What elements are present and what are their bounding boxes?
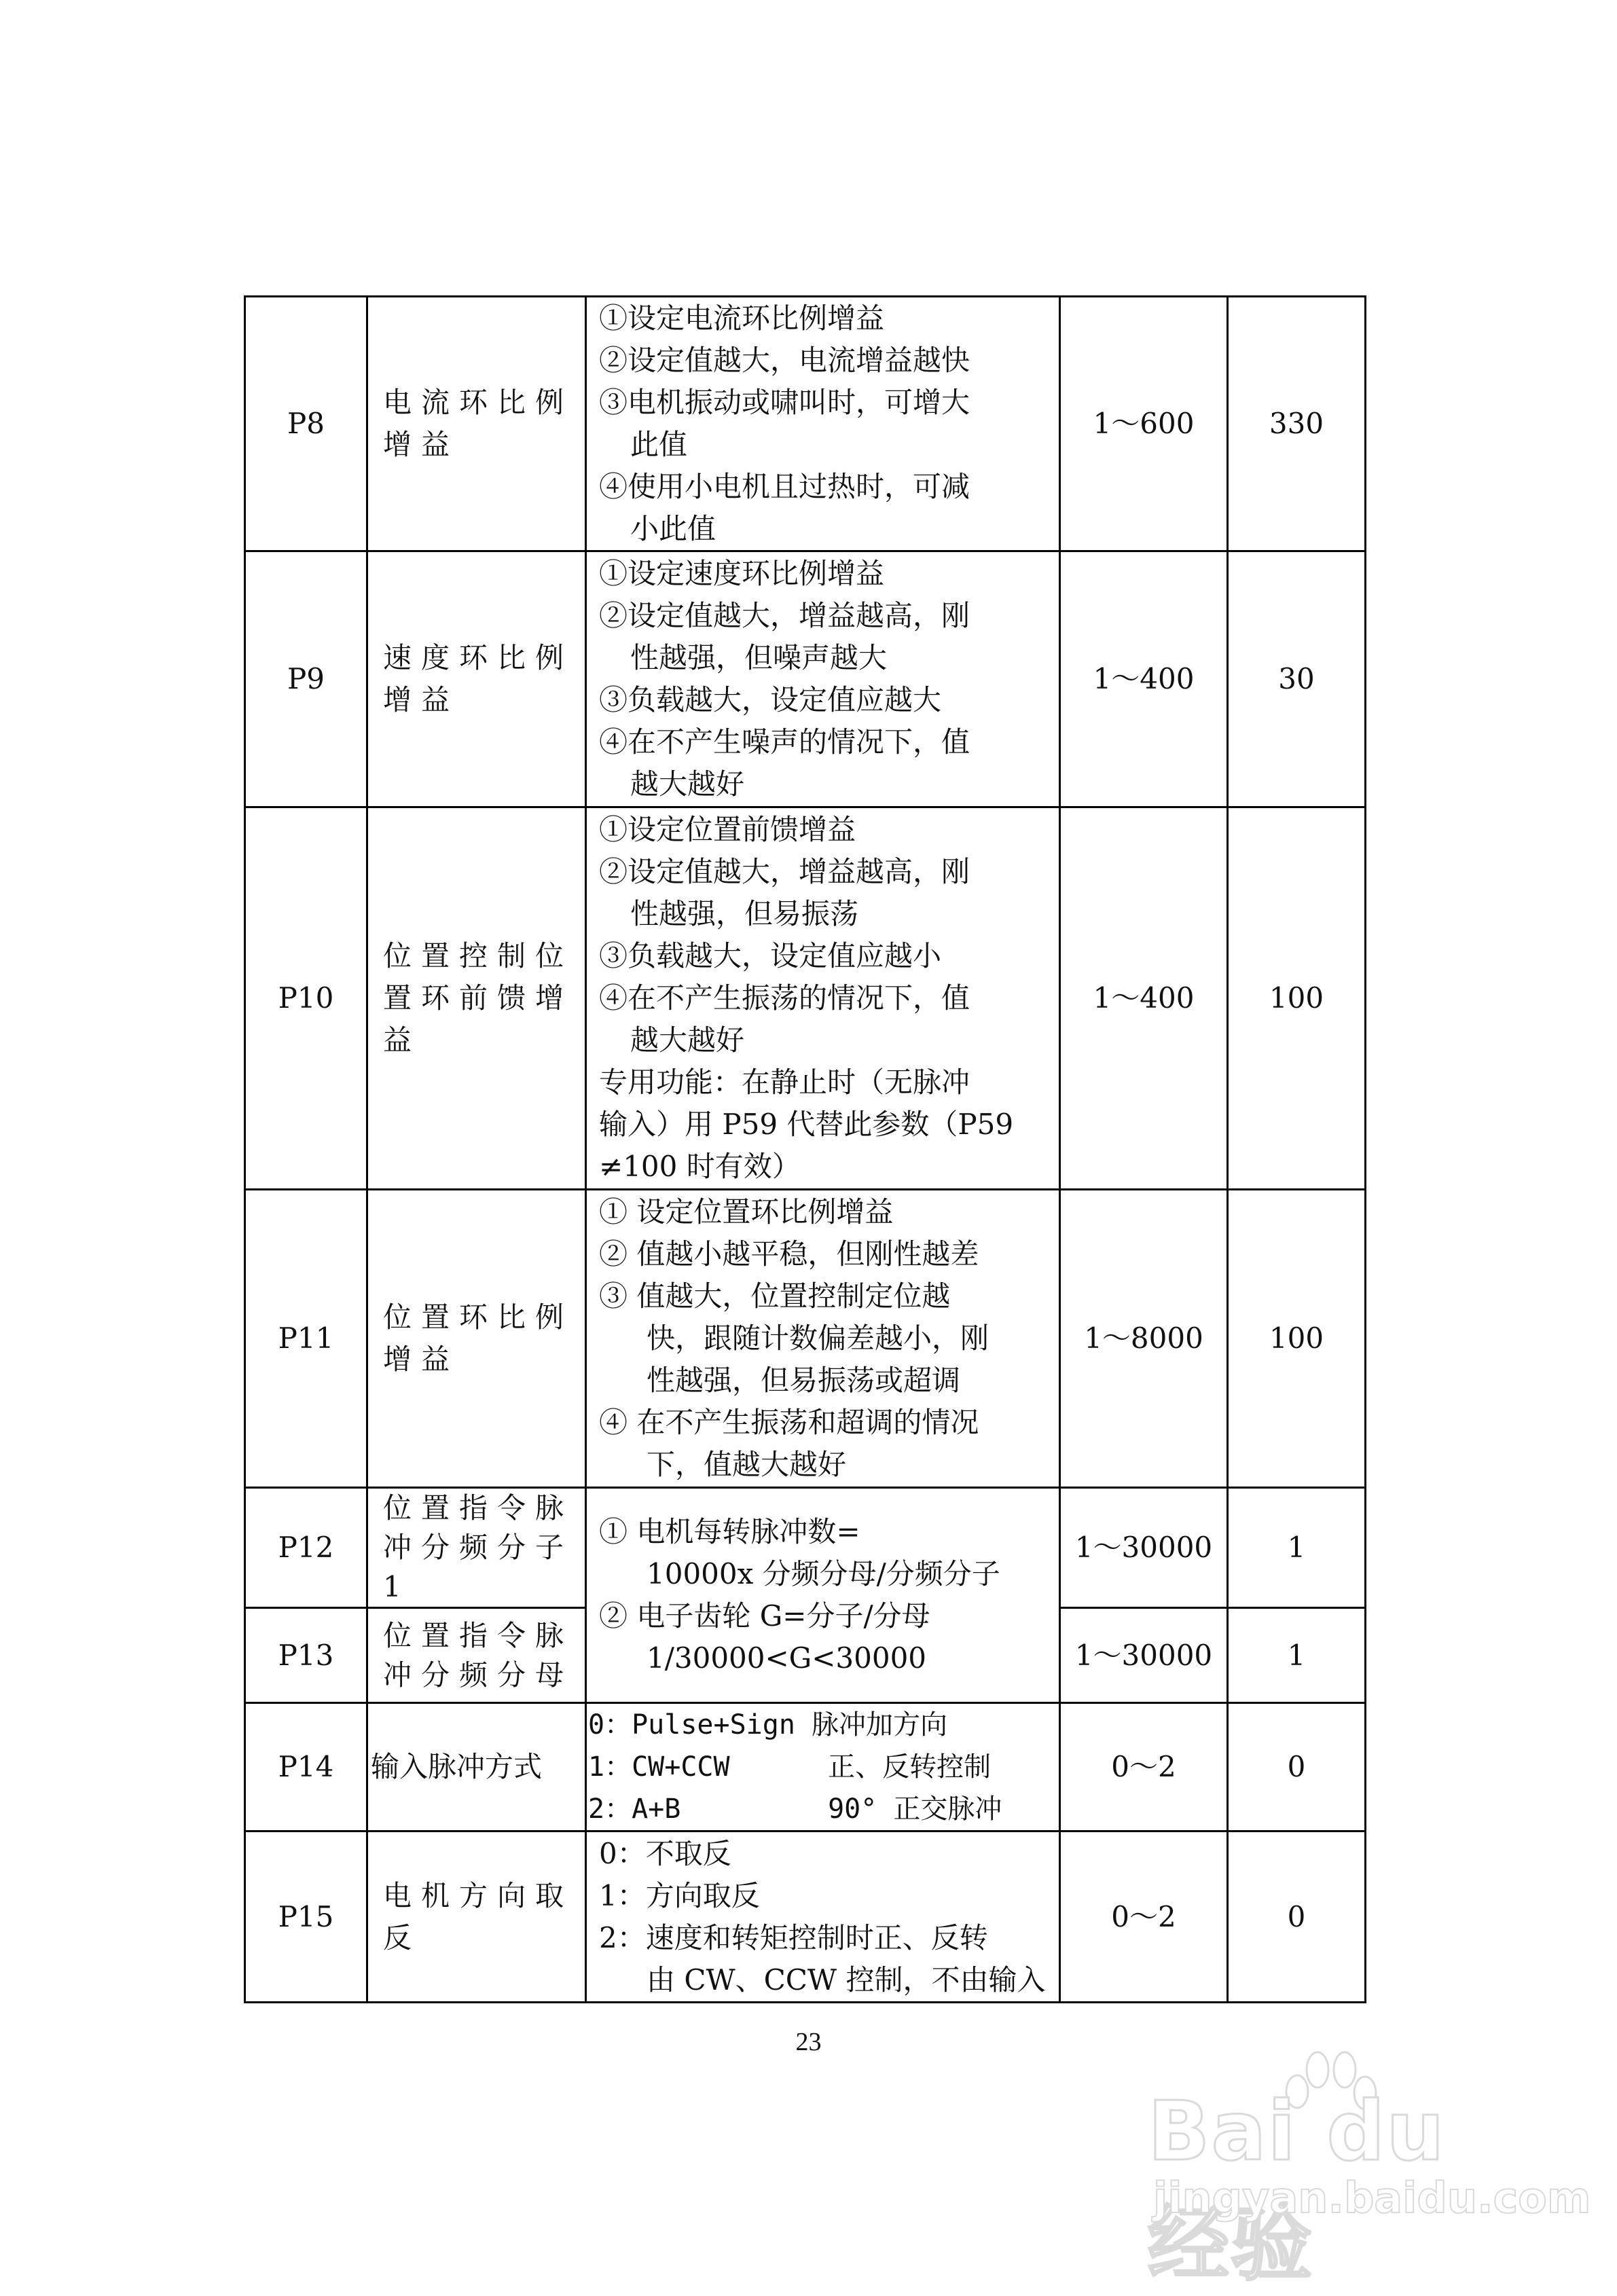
param-name: 位置控制位置环前馈增益 <box>367 807 586 1190</box>
desc-line: 由 CW、CCW 控制，不由输入 <box>647 1963 1046 1997</box>
desc-line: 性越强，但易振荡或超调 <box>647 1364 961 1397</box>
desc-line: 0：Pulse+Sign 脉冲加方向 <box>588 1709 947 1741</box>
param-range: 1～30000 <box>1060 1608 1228 1703</box>
param-range: 1～400 <box>1060 551 1228 807</box>
param-description <box>586 551 1060 807</box>
param-default: 1 <box>1228 1608 1366 1703</box>
desc-line: ① 电机每转脉冲数= <box>599 1515 860 1548</box>
table-row-p10 <box>245 807 1366 1190</box>
desc-line: ②设定值越大，增益越高，刚 <box>599 855 970 888</box>
desc-line: 越大越好 <box>630 1023 745 1057</box>
param-default: 0 <box>1228 1832 1366 2003</box>
desc-line: 1：方向取反 <box>599 1878 760 1912</box>
table-row-p8 <box>245 297 1366 551</box>
desc-line: ②设定值越大，电流增益越快 <box>599 344 970 377</box>
desc-line: ② 电子齿轮 G=分子/分母 <box>599 1599 930 1633</box>
table-row-p12 <box>245 1488 1366 1608</box>
param-id: P13 <box>245 1608 367 1703</box>
desc-line: ③负载越大，设定值应越小 <box>599 939 942 972</box>
param-default: 0 <box>1228 1703 1366 1832</box>
param-description <box>586 1703 1060 1832</box>
param-range: 1～400 <box>1060 807 1228 1190</box>
param-name: 电机方向取反 <box>367 1832 586 2003</box>
desc-line: 越大越好 <box>630 767 745 801</box>
desc-line: ④ 在不产生振荡和超调的情况 <box>599 1406 979 1439</box>
param-name: 电流环比例增益 <box>367 297 586 551</box>
desc-line: 0：不取反 <box>599 1836 731 1870</box>
param-description <box>586 1832 1060 2003</box>
param-name: 位置环比例增益 <box>367 1190 586 1488</box>
desc-line: ③负载越大，设定值应越大 <box>599 683 942 716</box>
desc-line: 小此值 <box>630 512 716 545</box>
param-id: P14 <box>245 1703 367 1832</box>
param-name: 位置指令脉冲分频分子 1 <box>367 1488 586 1608</box>
param-description-merged <box>586 1488 1060 1703</box>
param-id: P11 <box>245 1190 367 1488</box>
desc-line: ②设定值越大，增益越高，刚 <box>599 599 970 632</box>
desc-line: 2：A+B 90° 正交脉冲 <box>588 1793 1002 1825</box>
desc-line: ① 设定位置环比例增益 <box>599 1195 894 1228</box>
page-number: 23 <box>795 2028 822 2056</box>
param-id: P9 <box>245 551 367 807</box>
param-id: P10 <box>245 807 367 1190</box>
desc-line: 性越强，但易振荡 <box>630 897 859 930</box>
param-name: 速度环比例增益 <box>367 551 586 807</box>
desc-line: 性越强，但噪声越大 <box>630 641 888 674</box>
table-row-p15 <box>245 1832 1366 2003</box>
param-range: 1～30000 <box>1060 1488 1228 1608</box>
param-id: P15 <box>245 1832 367 2003</box>
table-row-p14 <box>245 1703 1366 1832</box>
param-default: 100 <box>1228 1190 1366 1488</box>
desc-line: 下，值越大越好 <box>647 1448 847 1481</box>
param-range: 0～2 <box>1060 1703 1228 1832</box>
watermark-logo-text: Bai du 经验 <box>1148 2085 1446 2292</box>
desc-line: 快，跟随计数偏差越小，刚 <box>647 1322 989 1355</box>
desc-line: 专用功能：在静止时（无脉冲 <box>599 1065 970 1099</box>
desc-line: ④在不产生振荡的情况下，值 <box>599 981 970 1015</box>
param-name: 位置指令脉冲分频分母 <box>367 1608 586 1703</box>
desc-line: ④使用小电机且过热时，可减 <box>599 470 970 503</box>
desc-line: 10000x 分频分母/分频分子 <box>647 1557 1000 1590</box>
param-description <box>586 297 1060 551</box>
desc-line: ② 值越小越平稳，但刚性越差 <box>599 1237 979 1271</box>
param-description <box>586 807 1060 1190</box>
param-default: 100 <box>1228 807 1366 1190</box>
param-name: 输入脉冲方式 <box>367 1703 586 1832</box>
desc-line: ①设定位置前馈增益 <box>599 813 856 846</box>
desc-line: 1/30000<G<30000 <box>647 1641 927 1675</box>
param-range: 0～2 <box>1060 1832 1228 2003</box>
param-default: 330 <box>1228 297 1366 551</box>
desc-line: ④在不产生噪声的情况下，值 <box>599 725 970 759</box>
param-id: P8 <box>245 297 367 551</box>
desc-line: ①设定电流环比例增益 <box>599 302 885 335</box>
desc-line: ①设定速度环比例增益 <box>599 557 885 590</box>
watermark-url: jingyan.baidu.com <box>1153 2173 1591 2223</box>
desc-line: 2：速度和转矩控制时正、反转 <box>599 1920 988 1954</box>
desc-line: ≠100 时有效） <box>599 1150 801 1183</box>
param-default: 30 <box>1228 551 1366 807</box>
desc-line: 此值 <box>630 428 688 461</box>
table-row-p11 <box>245 1190 1366 1488</box>
desc-line: 1：CW+CCW 正、反转控制 <box>588 1751 992 1783</box>
param-default: 1 <box>1228 1488 1366 1608</box>
baidu-jingyan-watermark <box>1148 2051 1591 2292</box>
parameter-table <box>244 295 1366 2003</box>
desc-line: ③ 值越大，位置控制定位越 <box>599 1279 951 1313</box>
table-row-p9 <box>245 551 1366 807</box>
param-range: 1～600 <box>1060 297 1228 551</box>
param-id: P12 <box>245 1488 367 1608</box>
param-range: 1～8000 <box>1060 1190 1228 1488</box>
param-description <box>586 1190 1060 1488</box>
desc-line: 输入）用 P59 代替此参数（P59 <box>599 1108 1014 1141</box>
desc-line: ③电机振动或啸叫时，可增大 <box>599 386 970 419</box>
